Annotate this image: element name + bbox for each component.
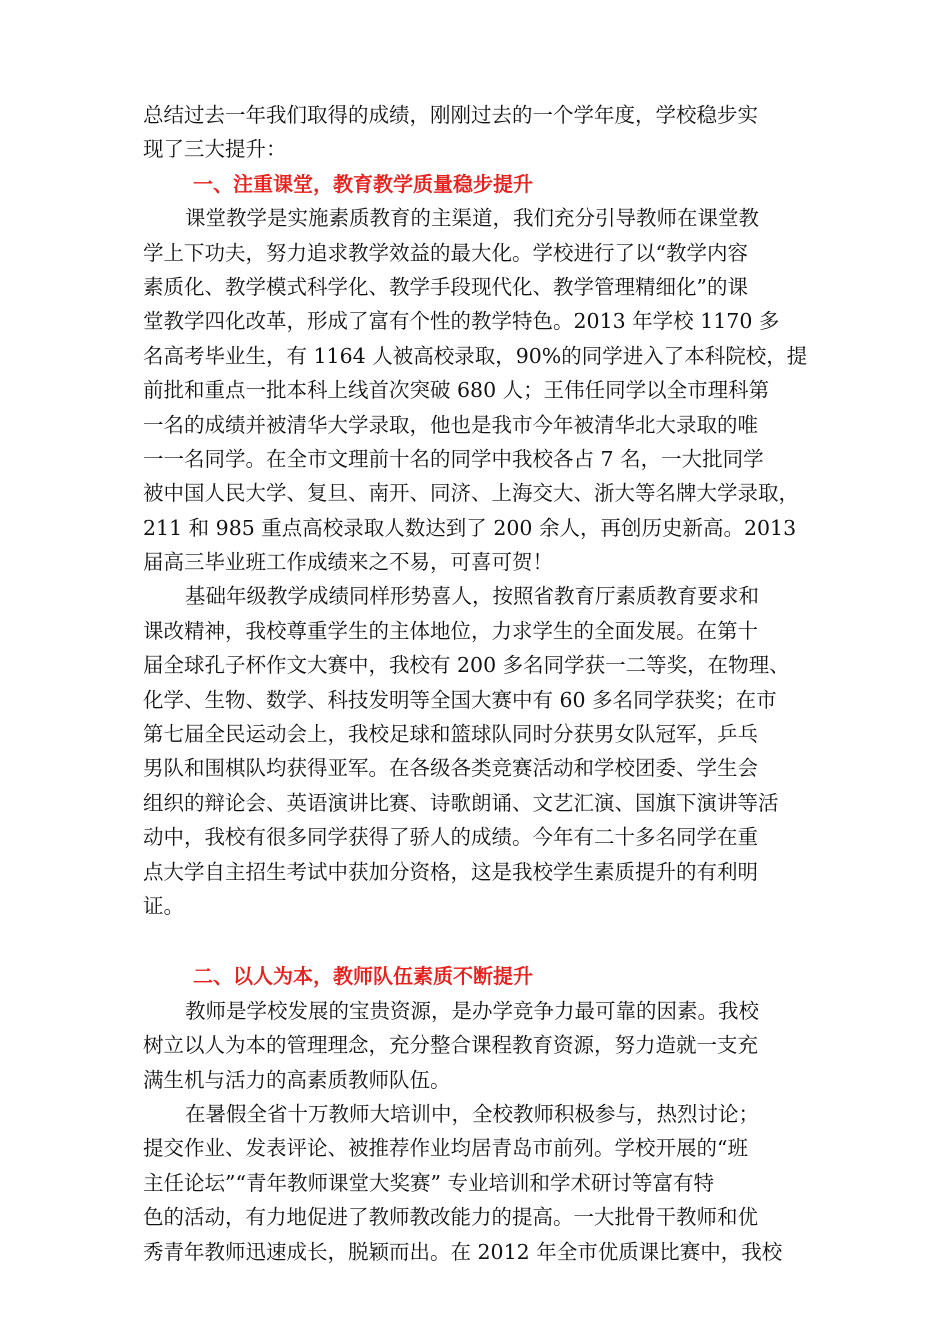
text-line: 届高三毕业班工作成绩来之不易，可喜可贺！ [143, 550, 553, 575]
text-line: 总结过去一年我们取得的成绩，刚刚过去的一个学年度，学校稳步实 [143, 103, 758, 127]
text-line: 主任论坛”“青年教师课堂大奖赛” 专业培训和学术研讨等富有特 [143, 1170, 714, 1195]
text-line: 一一名同学。在全市文理前十名的同学中我校各占 7 名，一大批同学 [143, 446, 764, 471]
text-line: 秀青年教师迅速成长，脱颖而出。在 2012 年全市优质课比赛中，我校 [143, 1239, 783, 1264]
text-line: 现了三大提升： [143, 137, 287, 162]
text-line: 基础年级教学成绩同样形势喜人，按照省教育厅素质教育要求和 [185, 584, 759, 609]
text-line: 届全球孔子杯作文大赛中，我校有 200 多名同学获一二等奖，在物理、 [143, 653, 790, 678]
text-line: 点大学自主招生考试中获加分资格，这是我校学生素质提升的有利明 [143, 859, 758, 884]
text-line: 证。 [143, 893, 184, 918]
text-line: 提交作业、发表评论、被推荐作业均居青岛市前列。学校开展的“班 [143, 1136, 748, 1161]
text-line: 树立以人为本的管理理念，充分整合课程教育资源，努力造就一支充 [143, 1033, 758, 1058]
text-line: 满生机与活力的高素质教师队伍。 [143, 1067, 451, 1092]
text-line: 在暑假全省十万教师大培训中，全校教师积极参与，热烈讨论； [185, 1101, 759, 1126]
section-heading: 一、注重课堂，教育教学质量稳步提升 [193, 171, 533, 196]
document-body [143, 98, 809, 1269]
text-line: 堂教学四化改革，形成了富有个性的教学特色。2013 年学校 1170 多 [143, 309, 780, 334]
text-line: 学上下功夫，努力追求教学效益的最大化。学校进行了以“教学内容 [143, 240, 748, 265]
text-line: 男队和围棋队均获得亚军。在各级各类竞赛活动和学校团委、学生会 [143, 756, 758, 781]
text-line: 课改精神，我校尊重学生的主体地位，力求学生的全面发展。在第十 [143, 618, 758, 643]
text-line: 动中，我校有很多同学获得了骄人的成绩。今年有二十多名同学在重 [143, 825, 758, 850]
text-line: 色的活动，有力地促进了教师教改能力的提高。一大批骨干教师和优 [143, 1205, 758, 1230]
text-line: 化学、生物、数学、科技发明等全国大赛中有 60 多名同学获奖；在市 [143, 687, 777, 712]
text-line: 课堂教学是实施素质教育的主渠道，我们充分引导教师在课堂教 [185, 206, 759, 231]
text-line: 素质化、教学模式科学化、教学手段现代化、教学管理精细化”的课 [143, 274, 748, 299]
section-spacer [143, 923, 809, 959]
text-line: 教师是学校发展的宝贵资源，是办学竞争力最可靠的因素。我校 [185, 998, 759, 1023]
text-line: 前批和重点一批本科上线首次突破 680 人；王伟任同学以全市理科第 [143, 378, 770, 403]
text-line: 211 和 985 重点高校录取人数达到了 200 余人，再创历史新高。2013 [143, 515, 797, 540]
section-heading: 二、以人为本，教师队伍素质不断提升 [193, 964, 533, 989]
text-line: 第七届全民运动会上，我校足球和篮球队同时分获男女队冠军，乒乓 [143, 722, 758, 747]
text-line: 组织的辩论会、英语演讲比赛、诗歌朗诵、文艺汇演、国旗下演讲等活 [143, 790, 779, 815]
text-line: 名高考毕业生，有 1164 人被高校录取，90%的同学进入了本科院校，提 [143, 343, 808, 368]
text-line: 被中国人民大学、复旦、南开、同济、上海交大、浙大等名牌大学录取， [143, 481, 799, 506]
text-line: 一名的成绩并被清华大学录取，他也是我市今年被清华北大录取的唯 [143, 412, 758, 437]
